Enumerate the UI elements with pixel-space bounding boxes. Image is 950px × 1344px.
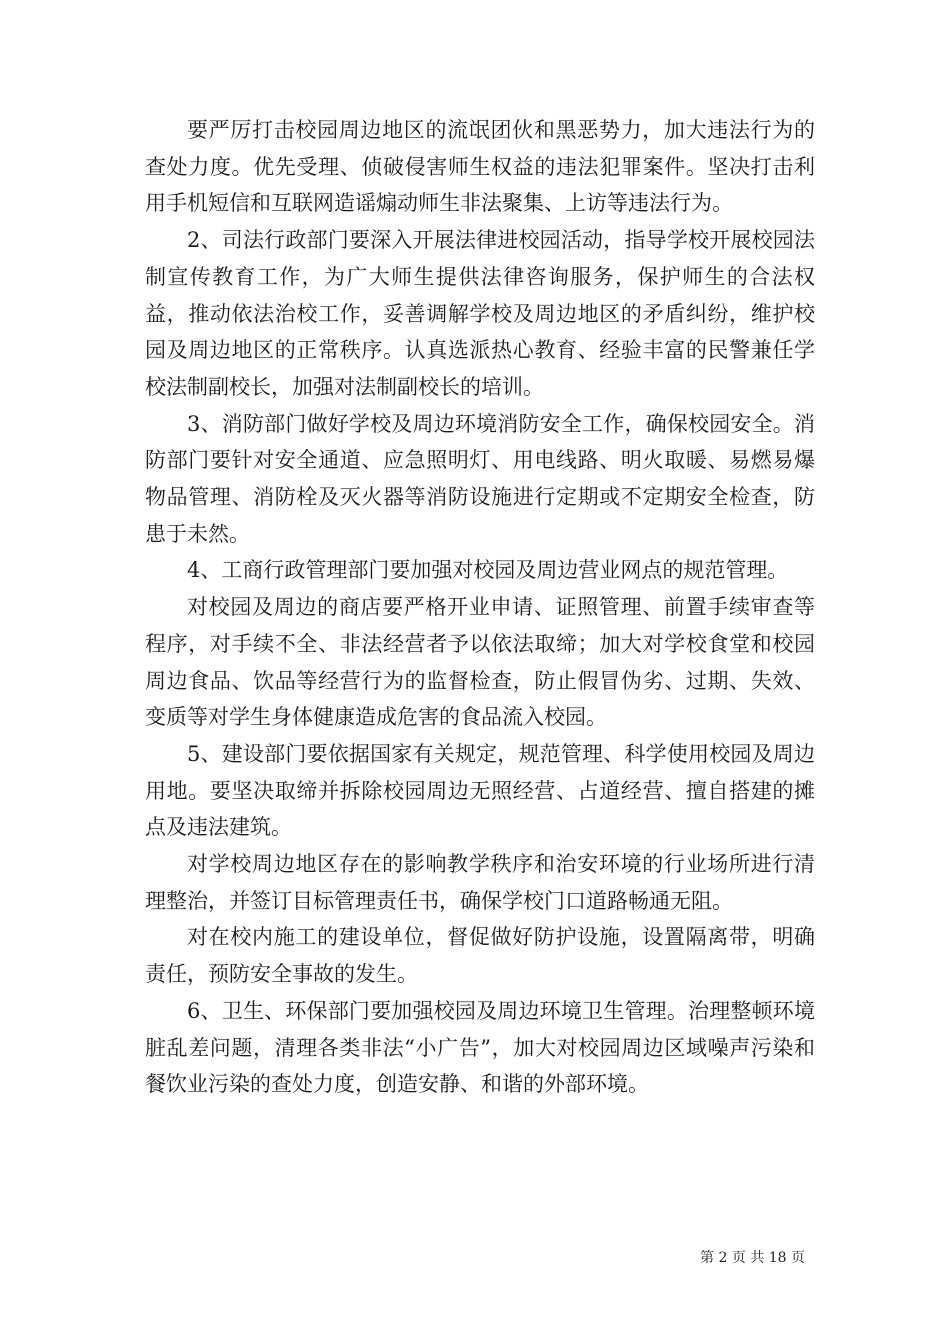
paragraph-commerce: 4、工商行政管理部门要加强对校园及周边营业网点的规范管理。 <box>187 558 789 583</box>
paragraph-judicial: 2、司法行政部门要深入开展法律进校园活动，指导学校开展校园法制宣传教育工作，为广大师生提供法律咨询服务，保护师生的合法权益，推动依法治校工作，妥善调解学校及周边地区的矛盾纠纷，维护校园及周边地区的正常秩序。认真选派热心教育、经验丰富的民警兼任学校法制副校长，加强对法制副校长的培训。 <box>145 228 815 399</box>
paragraph-rectification: 对学校周边地区存在的影响教学秩序和治安环境的行业场所进行清理整治，并签订目标管理责任书，确保学校门口道路畅通无阻。 <box>145 852 815 913</box>
paragraph-shops: 对校园及周边的商店要严格开业申请、证照管理、前置手续审查等程序，对手续不全、非法经营者予以依法取缔；加大对学校食堂和校园周边食品、饮品等经营行为的监督检查，防止假冒伪劣、过期、失效、变质等对学生身体健康造成危害的食品流入校园。 <box>145 595 815 730</box>
paragraph-construction: 5、建设部门要依据国家有关规定，规范管理、科学使用校园及周边用地。要坚决取缔并拆除校园周边无照经营、占道经营、擅自搭建的摊点及违法建筑。 <box>145 741 815 840</box>
paragraph-fire: 3、消防部门做好学校及周边环境消防安全工作，确保校园安全。消防部门要针对安全通道、应急照明灯、用电线路、明火取暖、易燃易爆物品管理、消防栓及灭火器等消防设施进行定期或不定期安全检查，防患于未然。 <box>145 411 815 546</box>
paragraph-on-campus-works: 对在校内施工的建设单位，督促做好防护设施，设置隔离带，明确责任，预防安全事故的发生。 <box>145 925 815 987</box>
page-number: 第 2 页 共 18 页 <box>700 1250 805 1266</box>
paragraph-crackdown: 要严厉打击校园周边地区的流氓团伙和黑恶势力，加大违法行为的查处力度。优先受理、侦破侵害师生权益的违法犯罪案件。坚决打击利用手机短信和互联网造谣煽动师生非法聚集、上访等违法行为。 <box>145 118 815 216</box>
document-body <box>145 112 815 1103</box>
paragraph-health-environment: 6、卫生、环保部门要加强校园及周边环境卫生管理。治理整顿环境脏乱差问题，清理各类非法“小广告”，加大对校园周边区域噪声污染和餐饮业污染的查处力度，创造安静、和谐的外部环境。 <box>145 998 815 1097</box>
